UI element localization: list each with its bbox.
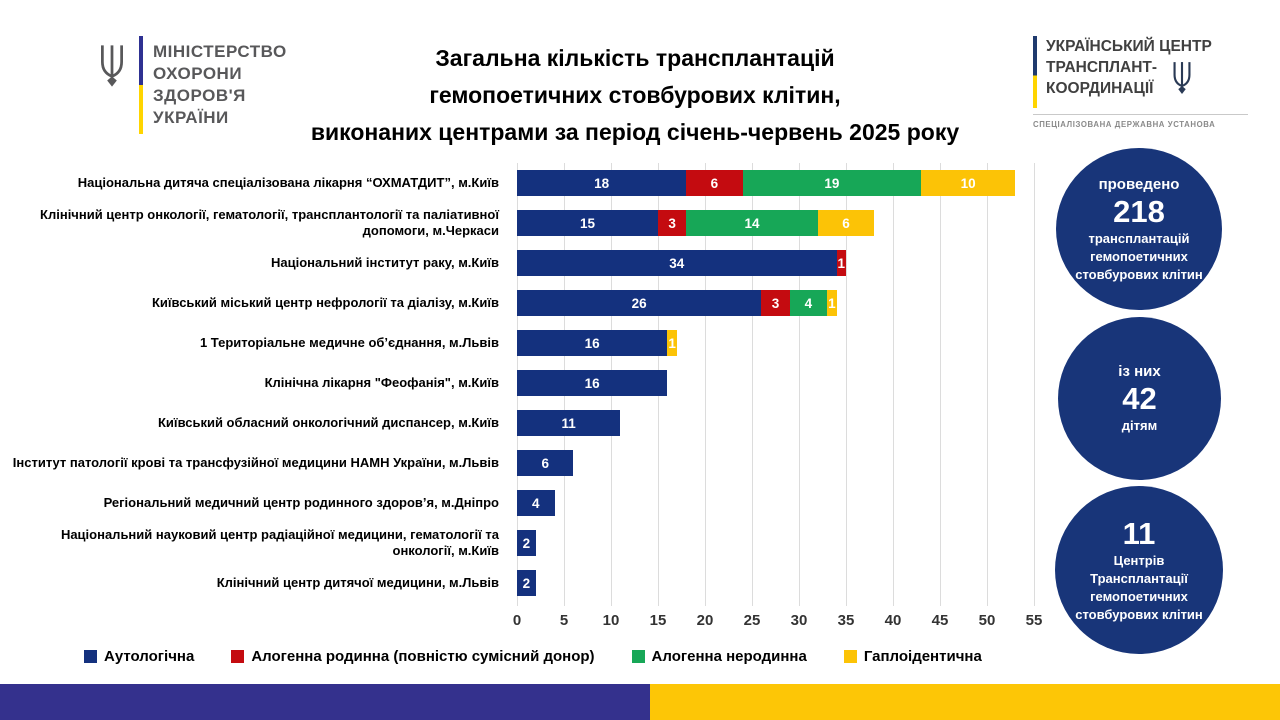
bar-row [517,210,874,236]
x-axis-tick: 55 [1025,612,1043,629]
uctc-line: КООРДИНАЦІЇ [1046,80,1154,97]
bar-segment: 1 [827,290,836,316]
bar-segment: 14 [686,210,818,236]
x-axis-tick: 10 [602,612,620,629]
bar-segment: 1 [837,250,846,276]
bar-row [517,170,1015,196]
trident-icon [1169,61,1195,95]
badge-top: із них [1118,363,1161,380]
bar-row [517,450,573,476]
category-label: Київський міський центр нефрології та діалізу, м.Київ [151,295,499,310]
legend-swatch [231,650,244,663]
category-label: Регіональний медичний центр родинного здоров’я, м.Дніпро [103,495,499,510]
bar-row [517,570,536,596]
uctc-subtitle: СПЕЦІАЛІЗОВАНА ДЕРЖАВНА УСТАНОВА [1033,114,1248,129]
moh-line: ОХОРОНИ [153,64,243,83]
x-axis-tick: 50 [978,612,996,629]
legend-item [84,648,194,665]
moh-line: ЗДОРОВ'Я [153,86,246,105]
bar-segment: 11 [517,410,620,436]
moh-line: МІНІСТЕРСТВО [153,42,287,61]
category-label: Клінічна лікарня "Феофанія", м.Київ [264,375,499,390]
gridline [987,163,988,606]
category-label: Клінічний центр дитячої медицини, м.Львів [216,575,499,590]
bar-segment: 2 [517,570,536,596]
category-label: Клінічний центр онкології, гематології, трансплантології та паліативної допомоги, м.Черкаси [40,207,499,238]
bar-segment: 26 [517,290,761,316]
badge-value: 218 [1113,193,1165,229]
title-line-2: гемопоетичних стовбурових клітин, [429,82,841,108]
bar-segment: 2 [517,530,536,556]
category-label: Київський обласний онкологічний диспансер, м.Київ [157,415,499,430]
category-label: Національний інститут раку, м.Київ [270,255,499,270]
legend-item [231,648,594,665]
category-label: Національний науковий центр радіаційної медицини, гематології та онкології, м.Київ [60,527,499,558]
moh-line: УКРАЇНИ [153,108,229,127]
x-axis [512,612,1043,634]
category-label: 1 Територіальне медичне об’єднання, м.Львів [199,335,499,350]
legend-item [844,648,982,665]
children-badge [1058,317,1221,480]
bar-row [517,370,667,396]
page-title [250,40,1020,151]
uctc-logo-text [1046,36,1212,108]
x-axis-tick: 0 [512,612,522,629]
legend-label: Алогенна неродинна [651,648,807,665]
legend-label: Алогенна родинна (повністю сумісний донор) [251,648,595,665]
bar-segment: 16 [517,370,667,396]
gridline [940,163,941,606]
legend-label: Гаплоідентична [863,648,982,665]
category-label: Національна дитяча спеціалізована лікарня “ОХМАТДИТ”, м.Київ [77,175,499,190]
legend-swatch [84,650,97,663]
bar-segment: 4 [790,290,828,316]
x-axis-tick: 35 [837,612,855,629]
badge-bottom: трансплантацій гемопоетичних стовбурових клітин [1075,230,1203,282]
x-axis-tick: 25 [743,612,761,629]
x-axis-tick: 20 [696,612,714,629]
flag-bar [139,36,143,134]
bar-row [517,290,837,316]
uctc-logo [1033,36,1248,129]
gridline [1034,163,1035,606]
legend-item [632,648,807,665]
x-axis-tick: 45 [931,612,949,629]
uctc-line: УКРАЇНСЬКИЙ ЦЕНТР [1046,38,1212,55]
legend-swatch [632,650,645,663]
bar-row [517,530,536,556]
title-line-1: Загальна кількість трансплантацій [435,45,835,71]
footer-strip-blue [0,684,650,720]
badge-value: 11 [1122,516,1156,551]
bar-row [517,330,677,356]
uctc-line: ТРАНСПЛАНТ- [1046,59,1158,76]
badge-bottom: Центрів Трансплантації гемопоетичних стовбурових клітин [1075,553,1203,622]
bar-segment: 19 [743,170,922,196]
flag-bar [1033,36,1037,108]
bar-row [517,410,620,436]
trident-icon [95,44,129,88]
bar-segment: 3 [761,290,789,316]
bar-segment: 6 [818,210,874,236]
legend-swatch [844,650,857,663]
plot-area [517,163,1034,606]
total-transplants-badge [1056,148,1222,310]
badge-value: 42 [1122,381,1157,416]
bar-segment: 18 [517,170,686,196]
centers-count-badge [1055,486,1223,654]
title-line-3: виконаних центрами за період січень-червень 2025 року [310,119,960,145]
gridline [893,163,894,606]
footer-strip-yellow [650,684,1280,720]
bar-row [517,490,555,516]
bar-segment: 34 [517,250,837,276]
bar-segment: 16 [517,330,667,356]
x-axis-tick: 5 [559,612,569,629]
bar-segment: 10 [921,170,1015,196]
badge-bottom: дітям [1121,418,1158,433]
bar-segment: 6 [517,450,573,476]
category-label: Інститут патології крові та трансфузійної медицини НАМН України, м.Львів [12,455,499,470]
legend-label: Аутологічна [104,648,195,665]
x-axis-tick: 40 [884,612,902,629]
bar-segment: 6 [686,170,742,196]
chart-legend [84,648,1019,665]
badge-top: проведено [1098,175,1180,193]
bar-segment: 1 [667,330,676,356]
bar-segment: 3 [658,210,686,236]
bar-row [517,250,846,276]
x-axis-tick: 30 [790,612,808,629]
bar-segment: 15 [517,210,658,236]
bar-segment: 4 [517,490,555,516]
x-axis-tick: 15 [649,612,667,629]
